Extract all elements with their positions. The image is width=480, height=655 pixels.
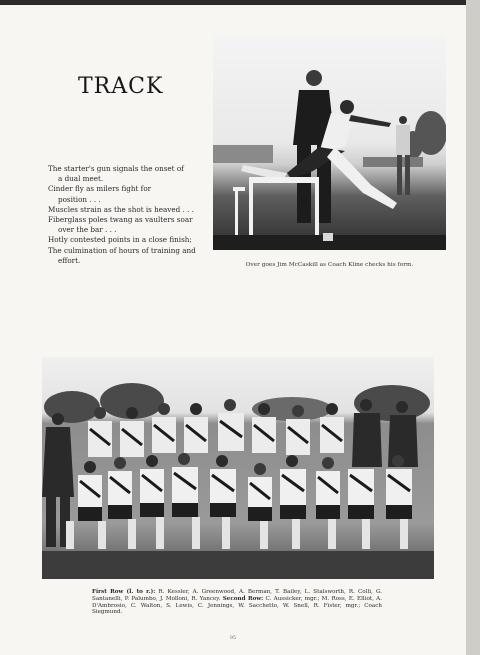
hurdle-photo-art bbox=[213, 35, 446, 250]
page-title: TRACK bbox=[78, 74, 164, 99]
second-row-label: Second Row: bbox=[222, 595, 264, 602]
team-photo-art bbox=[42, 357, 434, 579]
hurdle-photo bbox=[213, 35, 446, 250]
first-row-names: R. Kessler, A. Greenwood, A. Berman, T. Bailey, L. Stalsworth, R. Colli, G. Santanelli, P. Palumbo, J. Molloni, R. Yancey. bbox=[92, 589, 382, 602]
hurdle-photo-caption: Over goes Jim McCaskill as Coach Kline checks his form. bbox=[245, 262, 414, 268]
poem-line: Fiberglass poles twang as vaulters soar bbox=[48, 215, 193, 225]
page-edge bbox=[466, 0, 480, 655]
first-row-label: First Row (l. to r.): bbox=[92, 589, 156, 595]
poem-line: effort. bbox=[58, 255, 81, 265]
poem-line: Cinder fly as milers fight for bbox=[48, 184, 152, 194]
poem-line: over the bar . . . bbox=[58, 225, 117, 235]
poem-line: a dual meet. bbox=[58, 174, 104, 184]
poem-line: Hotly contested points in a close finish; bbox=[48, 235, 192, 245]
poem bbox=[48, 164, 208, 266]
poem-line: Muscles strain as the shot is heaved . . . bbox=[48, 204, 194, 214]
page-number: 95 bbox=[229, 635, 237, 641]
page-top-edge bbox=[0, 0, 466, 5]
team-photo bbox=[42, 357, 434, 579]
poem-line: position . . . bbox=[58, 194, 101, 204]
poem-line: The starter's gun signals the onset of bbox=[48, 164, 184, 173]
second-row-names: C. Aussicker, mgr.; M. Ross, E. Elliot, A. D'Ambrosio, C. Walton, S. Lewis, C. Jennings, W. Sacchetto, W. Snell, R. Fister, mgr.; Coach Siegmund. bbox=[92, 595, 382, 616]
poem-line: The culmination of hours of training and bbox=[48, 245, 196, 255]
team-photo-caption bbox=[92, 589, 382, 616]
